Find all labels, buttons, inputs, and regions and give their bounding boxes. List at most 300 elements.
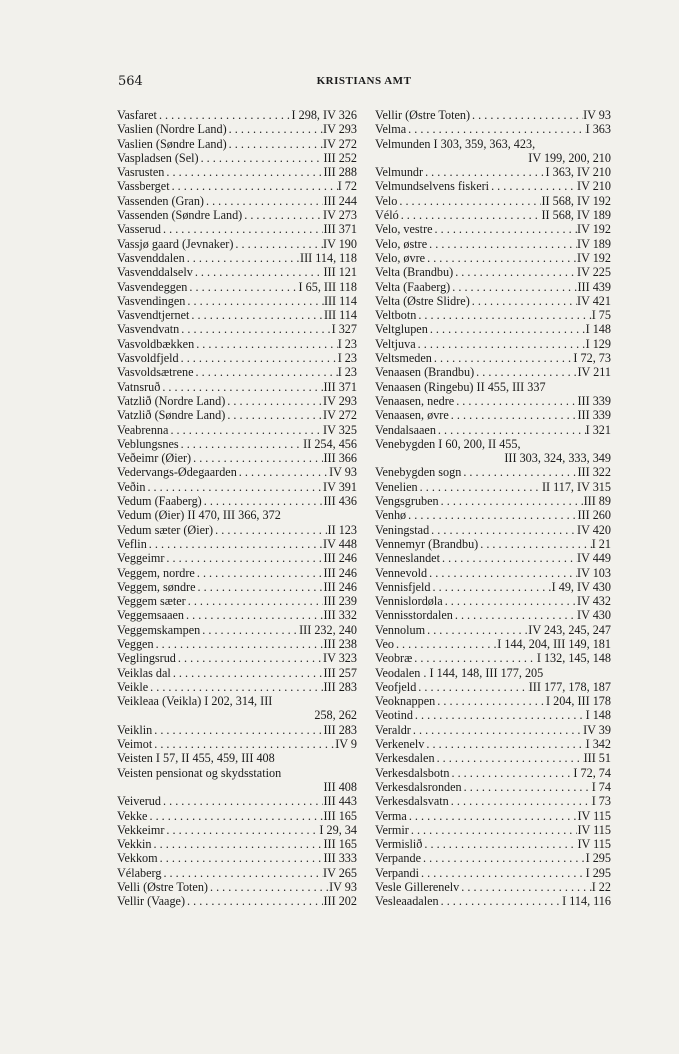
entry-term: Veotind [375,708,413,723]
index-entry [117,866,357,880]
leader-dots [470,294,577,308]
entry-term: Véló [375,208,399,223]
leader-dots [432,351,574,365]
index-entry [375,580,611,594]
leader-dots [449,794,592,808]
index-entry [375,380,611,394]
entry-term: Veblungsnes [117,436,179,451]
entry-term: Veglingsrud [117,651,176,666]
entry-term: Venaasen, øvre [375,408,449,423]
leader-dots [461,465,577,479]
entry-reference: IV 293 [323,122,357,137]
leader-dots [213,523,327,537]
leader-dots [186,594,324,608]
entry-reference: I 72, 74 [573,765,611,780]
entry-term: Velo, østre [375,236,428,251]
leader-dots [436,423,586,437]
entry-term: Venelien [375,479,418,494]
entry-term: Vedum sæter (Øier) [117,522,214,537]
entry-reference: I 22 [591,880,611,895]
entry-reference: III 177, 178, 187 [528,679,611,694]
leader-dots [233,237,323,251]
entry-term: Veisten I 57, II 455, 459, III 408 [117,751,275,766]
entry-reference: I 49, IV 430 [551,579,611,594]
entry-reference: III 246 [323,551,357,566]
index-entry [117,837,357,851]
entry-term: Vaslien (Søndre Land) [117,136,227,151]
entry-term: Vasvendvatn [117,322,180,337]
entry-term: Venebygden sogn [375,465,462,480]
entry-reference: III 443 [323,794,357,809]
leader-dots [424,737,585,751]
leader-dots [399,208,542,222]
index-entry [375,508,611,522]
entry-reference: IV 192 [577,250,611,265]
index-entry [117,137,357,151]
index-entry [117,680,357,694]
index-entry [375,451,611,465]
leader-dots [443,594,577,608]
index-entry [117,451,357,465]
index-entry [375,265,611,279]
entry-reference: I 204, III 178 [546,694,611,709]
entry-reference: III 339 [577,393,611,408]
index-entry [375,651,611,665]
entry-reference: IV 93 [329,465,357,480]
leader-dots [152,837,324,851]
index-entry [375,237,611,251]
index-entry [117,780,357,794]
leader-dots [459,880,591,894]
entry-term: Vermir [375,822,409,837]
index-entry [375,780,611,794]
entry-term: Velmundr [375,165,424,180]
index-entry [117,465,357,479]
leader-dots [184,608,323,622]
entry-reference: III 238 [323,636,357,651]
index-entry [117,251,357,265]
index-entry [117,651,357,665]
index-entry [117,179,357,193]
page-number: 564 [118,74,143,89]
index-entry [375,194,611,208]
entry-reference: I 65, III 118 [298,279,357,294]
entry-term: Veggem, søndre [117,579,196,594]
entry-reference: III 303, 324, 333, 349 [504,451,611,466]
leader-dots [407,809,578,823]
index-entry [117,108,357,122]
running-title: KRISTIANS AMT [316,75,412,87]
entry-reference: II 123 [327,522,357,537]
entry-reference: III 252 [323,150,357,165]
entry-reference: I 321 [585,422,611,437]
leader-dots [462,780,592,794]
leader-dots [435,751,584,765]
index-entry [117,708,357,722]
entry-term: Vasserud [117,222,161,237]
leader-dots [179,351,338,365]
index-entry [375,880,611,894]
leader-dots [160,380,323,394]
leader-dots [227,122,323,136]
entry-reference: IV 93 [329,880,357,895]
entry-term: Velma [375,122,407,137]
index-entry [375,708,611,722]
leader-dots [418,480,542,494]
entry-term: Veikle [117,679,149,694]
entry-term: Verma [375,808,407,823]
leader-dots [194,337,338,351]
entry-term: Venneslandet [375,551,440,566]
index-entry [375,766,611,780]
entry-term: Vasrusten [117,165,165,180]
leader-dots [394,637,497,651]
leader-dots [425,251,577,265]
entry-term: Veodalen . I 144, 148, III 177, 205 [375,665,544,680]
entry-reference: IV 192 [577,222,611,237]
leader-dots [416,308,591,322]
entry-term: Vendalsaaen [375,422,436,437]
leader-dots [422,837,577,851]
entry-term: Vassenden (Søndre Land) [117,208,243,223]
entry-term: Venaasen (Brandbu) [375,365,475,380]
index-entry [117,551,357,565]
leader-dots [185,894,323,908]
entry-reference: IV 190 [323,236,357,251]
leader-dots [419,866,586,880]
index-entry [117,823,357,837]
index-entry [117,480,357,494]
index-entry [375,179,611,193]
entry-term: Verpande [375,851,422,866]
leader-dots [427,566,577,580]
index-column-left [117,108,357,909]
index-entry [375,494,611,508]
index-entry [117,222,357,236]
index-entry [117,723,357,737]
entry-term: Velta (Østre Slidre) [375,293,470,308]
entry-term: Vengsgruben [375,494,439,509]
entry-term: Veflin [117,536,147,551]
entry-reference: III 114, 118 [300,250,357,265]
leader-dots [147,809,323,823]
entry-term: Venaasen, nedre [375,393,455,408]
entry-reference: IV 293 [323,393,357,408]
index-entry [375,151,611,165]
entry-term: Vasvenddalen [117,250,185,265]
entry-reference: IV 391 [323,479,357,494]
index-entry [375,851,611,865]
entry-reference: I 72 [337,179,357,194]
entry-reference: I 342 [585,737,611,752]
entry-reference: III 366 [323,451,357,466]
entry-term: Velli (Østre Toten) [117,880,208,895]
index-entry [375,465,611,479]
index-entry [117,594,357,608]
leader-dots [449,408,578,422]
leader-dots [227,137,323,151]
leader-dots [478,537,591,551]
entry-reference: III 436 [323,494,357,509]
entry-term: Veoknappen [375,694,436,709]
entry-reference: IV 323 [323,651,357,666]
entry-reference: IV 9 [335,737,357,752]
index-entry [117,322,357,336]
entry-term: Veltsmeden [375,351,432,366]
index-entry [375,322,611,336]
entry-term: Vatzlið (Søndre Land) [117,408,226,423]
leader-dots [416,337,586,351]
entry-term: Verkesdalsbotn [375,765,450,780]
entry-term: Vasvoldsætrene [117,365,194,380]
entry-term: Vekkom [117,851,158,866]
index-entry [117,294,357,308]
index-entry [375,608,611,622]
index-entry [117,623,357,637]
index-entry [375,337,611,351]
leader-dots [429,523,577,537]
entry-reference: III 165 [323,837,357,852]
entry-reference: IV 115 [577,822,611,837]
leader-dots [202,494,324,508]
entry-reference: I 295 [585,851,611,866]
leader-dots [196,580,324,594]
entry-term: Vennolum [375,622,426,637]
index-entry [375,809,611,823]
entry-term: Vassjø gaard (Jevnaker) [117,236,234,251]
entry-term: Velmundselvens fiskeri [375,179,490,194]
index-entry [117,408,357,422]
entry-reference: I 23 [337,351,357,366]
entry-term: Veisten pensionat og skydsstation [117,765,282,780]
entry-term: Verkenelv [375,737,425,752]
entry-term: Veltbotn [375,308,417,323]
index-entry [117,880,357,894]
leader-dots [489,179,577,193]
entry-term: Vasvendtjernet [117,308,190,323]
leader-dots [412,651,537,665]
index-entry [117,494,357,508]
entry-term: Veo [375,636,394,651]
index-entry [117,666,357,680]
entry-term: Vennisfjeld [375,579,431,594]
entry-term: Veltglupen [375,322,428,337]
entry-reference: I 21 [591,536,611,551]
leader-dots [454,394,577,408]
entry-term: Veggeimr [117,551,165,566]
index-entry [117,122,357,136]
leader-dots [449,766,573,780]
index-entry [117,280,357,294]
index-entry [375,222,611,236]
leader-dots [179,322,331,336]
index-entry [375,208,611,222]
index-entry [117,894,357,908]
entry-reference: III 244 [323,193,357,208]
leader-dots [439,894,563,908]
entry-reference: III 288 [323,165,357,180]
index-entry [375,137,611,151]
index-entry [375,837,611,851]
entry-term: Veiklas dal [117,665,171,680]
entry-term: Vennislordøla [375,594,443,609]
entry-reference: III 246 [323,565,357,580]
entry-term: Veðin [117,479,146,494]
entry-reference: IV 93 [583,108,611,122]
leader-dots [474,365,577,379]
leader-dots [179,437,304,451]
leader-dots [170,179,338,193]
entry-term: Vellir (Vaage) [117,894,186,909]
entry-term: Vesle Gillerenelv [375,880,460,895]
leader-dots [225,394,323,408]
leader-dots [154,637,324,651]
entry-reference: III 89 [583,494,611,509]
leader-dots [439,494,584,508]
entry-reference: III 260 [577,508,611,523]
entry-term: Vekke [117,808,148,823]
entry-reference: I 114, 116 [562,894,611,909]
entry-term: Veggemskampen [117,622,201,637]
leader-dots [208,880,329,894]
index-entry [117,423,357,437]
leader-dots [431,580,552,594]
index-entry [117,308,357,322]
leader-dots [171,666,324,680]
index-entry [117,637,357,651]
entry-reference: IV 211 [577,365,611,380]
index-entry [117,351,357,365]
page-header [118,74,610,92]
leader-dots [199,151,324,165]
entry-reference: IV 189 [577,236,611,251]
index-entry [375,637,611,651]
entry-reference: I 23 [337,336,357,351]
index-entry [375,294,611,308]
entry-term: Vekkin [117,837,152,852]
index-entry [375,623,611,637]
index-entry [375,866,611,880]
entry-term: Vasvoldbækken [117,336,195,351]
entry-term: Veggem, nordre [117,565,195,580]
leader-dots [158,851,324,865]
index-entry [375,308,611,322]
entry-reference: III 332 [323,608,357,623]
entry-reference: IV 39 [583,722,611,737]
index-entry [117,737,357,751]
entry-term: Vasvoldfjeld [117,351,179,366]
leader-dots [453,265,577,279]
index-entry [117,566,357,580]
entry-term: Veggen [117,636,154,651]
entry-reference: I 144, 204, III 149, 181 [497,636,611,651]
entry-reference: IV 115 [577,837,611,852]
index-entry [117,508,357,522]
leader-dots [421,851,586,865]
entry-reference: III 246 [323,579,357,594]
entry-reference: I 327 [331,322,357,337]
entry-term: Veiverud [117,794,161,809]
leader-dots [200,623,299,637]
entry-reference: I 295 [585,865,611,880]
leader-dots [413,708,586,722]
entry-reference: II 568, IV 189 [541,208,611,223]
leader-dots [148,680,323,694]
entry-term: Velo, vestre [375,222,433,237]
index-entry [375,408,611,422]
entry-reference: III 408 [323,779,357,794]
index-entry [375,537,611,551]
entry-reference: IV 325 [323,422,357,437]
index-entry [117,394,357,408]
entry-term: Vatzlið (Nordre Land) [117,393,226,408]
leader-dots [152,723,323,737]
entry-reference: IV 420 [577,522,611,537]
entry-reference: III 114 [323,293,357,308]
index-entry [375,680,611,694]
entry-reference: I 74 [591,779,611,794]
index-entry [117,809,357,823]
entry-reference: IV 210 [577,179,611,194]
leader-dots [147,537,323,551]
index-entry [375,351,611,365]
entry-reference: IV 265 [323,865,357,880]
entry-reference: III 333 [323,851,357,866]
entry-reference: IV 243, 245, 247 [528,622,611,637]
leader-dots [161,222,323,236]
entry-reference: IV 449 [577,551,611,566]
entry-term: Veiklin [117,722,153,737]
leader-dots [440,551,577,565]
entry-reference: III 232, 240 [299,622,357,637]
leader-dots [193,265,324,279]
leader-dots [185,251,300,265]
entry-reference: II 568, IV 192 [541,193,611,208]
entry-term: Veobræ [375,651,413,666]
entry-reference: III 283 [323,722,357,737]
index-entry [117,380,357,394]
entry-term: Velo [375,193,398,208]
entry-reference: II 117, IV 315 [541,479,611,494]
leader-dots [161,794,323,808]
leader-dots [194,365,338,379]
index-entry [375,666,611,680]
leader-dots [185,294,324,308]
index-entry [117,851,357,865]
entry-reference: I 129 [585,336,611,351]
entry-term: Vatnsruð [117,379,161,394]
entry-term: Vellir (Østre Toten) [375,108,471,122]
leader-dots [423,165,545,179]
entry-reference: IV 273 [323,208,357,223]
entry-reference: III 339 [577,408,611,423]
entry-term: Vaspladsen (Sel) [117,150,199,165]
entry-reference: IV 272 [323,408,357,423]
entry-reference: IV 272 [323,136,357,151]
index-entry [375,751,611,765]
entry-term: Vekkeimr [117,822,165,837]
index-column-right [375,108,611,909]
leader-dots [470,108,583,122]
entry-term: Venhø [375,508,407,523]
entry-term: Velta (Faaberg) [375,279,451,294]
index-entry [117,194,357,208]
leader-dots [189,308,324,322]
index-entry [375,165,611,179]
index-entry [375,794,611,808]
index-entry [375,823,611,837]
entry-reference: IV 115 [577,808,611,823]
